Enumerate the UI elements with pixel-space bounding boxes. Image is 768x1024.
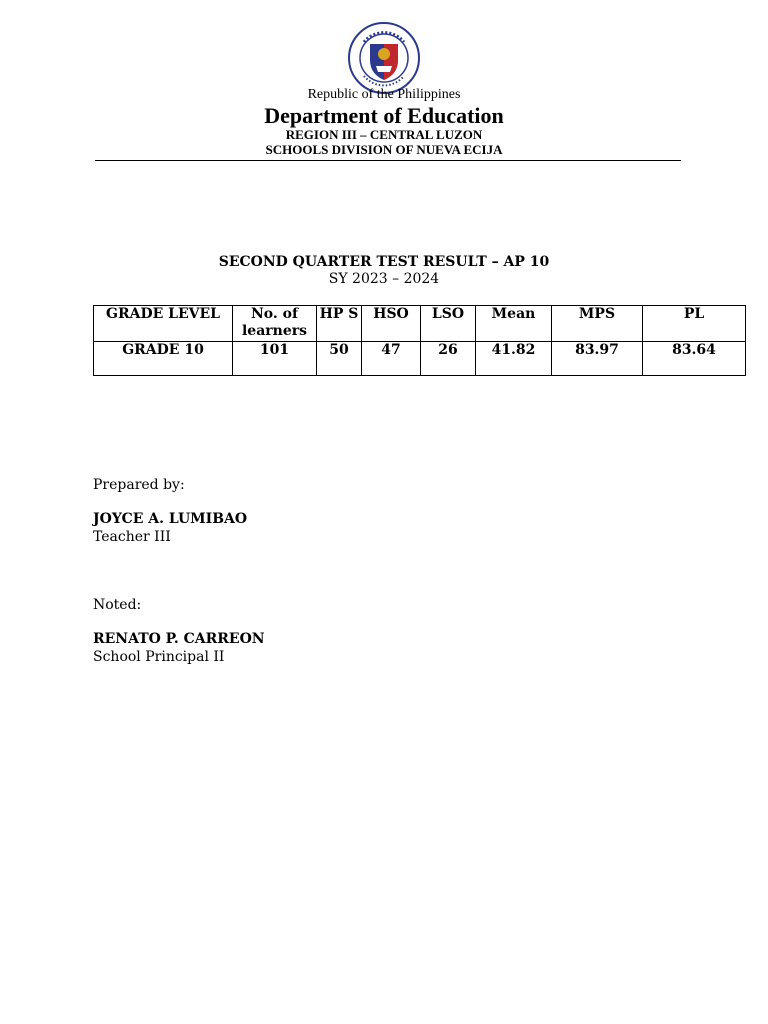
region-line: REGION III – CENTRAL LUZON — [285, 127, 483, 142]
table-header-cell: LSO — [421, 306, 476, 342]
table-header-cell: Mean — [476, 306, 552, 342]
division-line: SCHOOLS DIVISION OF NUEVA ECIJA — [265, 142, 503, 157]
results-table — [93, 305, 746, 376]
prepared-by-label: Prepared by: — [93, 477, 185, 493]
table-header-cell: HP S — [317, 306, 362, 342]
table-header-row — [94, 306, 746, 342]
table-cell: 26 — [421, 342, 476, 376]
table-cell: 47 — [362, 342, 421, 376]
noted-name: RENATO P. CARREON — [93, 631, 265, 647]
noted-title: School Principal II — [93, 649, 225, 665]
table-header-cell: MPS — [552, 306, 643, 342]
deped-seal-icon — [348, 22, 420, 94]
republic-line: Republic of the Philippines — [307, 87, 461, 102]
prepared-by-title: Teacher III — [93, 529, 171, 545]
table-cell: 101 — [233, 342, 317, 376]
table-header-cell: HSO — [362, 306, 421, 342]
table-cell: GRADE 10 — [94, 342, 233, 376]
school-year: SY 2023 – 2024 — [328, 271, 440, 287]
prepared-by-name: JOYCE A. LUMIBAO — [93, 511, 248, 527]
report-title: SECOND QUARTER TEST RESULT – AP 10 — [218, 254, 550, 270]
table-cell: 41.82 — [476, 342, 552, 376]
noted-label: Noted: — [93, 597, 142, 613]
table-row — [94, 342, 746, 376]
department-name: Department of Education — [264, 103, 504, 128]
table-header-cell: PL — [643, 306, 746, 342]
table-header-cell: No. of learners — [233, 306, 317, 342]
table-cell: 50 — [317, 342, 362, 376]
table-cell: 83.97 — [552, 342, 643, 376]
table-cell: 83.64 — [643, 342, 746, 376]
header-divider — [95, 160, 681, 161]
table-header-cell: GRADE LEVEL — [94, 306, 233, 342]
